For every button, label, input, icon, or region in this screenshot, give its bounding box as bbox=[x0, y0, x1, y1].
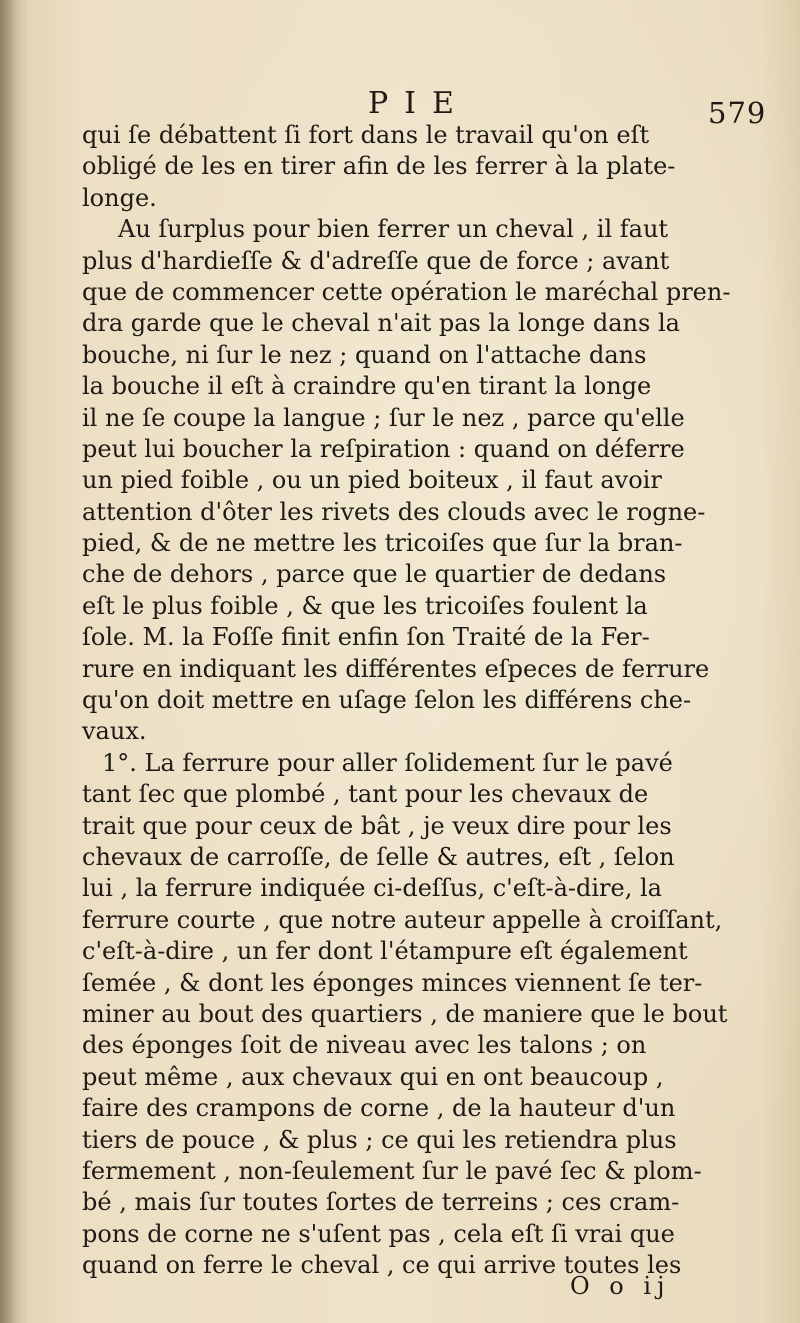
text-line: qui ſe débattent ſi fort dans le travail qu'on eſt bbox=[82, 121, 650, 149]
text-line: ſemée , & dont les éponges minces viennent ſe ter- bbox=[82, 968, 703, 997]
text-line: il ne ſe coupe la langue ; ſur le nez , parce qu'elle bbox=[82, 403, 685, 432]
text-line: attention d'ôter les rivets des clouds avec le rogne- bbox=[82, 497, 706, 526]
text-line: peut lui boucher la reſpiration : quand on déferre bbox=[82, 434, 685, 463]
gutter-shadow bbox=[0, 0, 28, 1323]
text-line: c'eſt-à-dire , un fer dont l'étampure eſt également bbox=[82, 937, 688, 966]
text-line: tant ſec que plombé , tant pour les chevaux de bbox=[82, 780, 649, 809]
text-line: tiers de pouce , & plus ; ce qui les retiendra plus bbox=[82, 1125, 677, 1154]
text-line: obligé de les en tirer afin de les ferrer à la plate- bbox=[82, 152, 676, 181]
text-line: un pied foible , ou un pied boiteux , il faut avoir bbox=[82, 466, 662, 495]
text-line: miner au bout des quartiers , de maniere que le bout bbox=[82, 999, 728, 1028]
text-line: eſt le plus foible , & que les tricoiſes foulent la bbox=[82, 591, 648, 620]
text-line: bouche, ni ſur le nez ; quand on l'attache dans bbox=[82, 340, 647, 369]
text-line: dra garde que le cheval n'ait pas la longe dans la bbox=[82, 309, 680, 338]
text-line: pied, & de ne mettre les tricoiſes que ſur la bran- bbox=[82, 529, 683, 558]
text-line: rure en indiquant les différentes eſpeces de ferrure bbox=[82, 654, 710, 683]
text-line: qu'on doit mettre en uſage ſelon les différens che- bbox=[82, 686, 692, 715]
text-line: chevaux de carroſſe, de ſelle & autres, eſt , ſelon bbox=[82, 842, 675, 871]
text-line: che de dehors , parce que le quartier de dedans bbox=[82, 560, 667, 589]
text-line: fermement , non-ſeulement ſur le pavé ſec & plom- bbox=[82, 1156, 702, 1185]
text-line: que de commencer cette opération le maréchal pren- bbox=[82, 277, 731, 306]
text-line: peut même , aux chevaux qui en ont beaucoup , bbox=[82, 1062, 664, 1091]
text-line: trait que pour ceux de bât , je veux dire pour les bbox=[82, 811, 672, 840]
page-number: 579 bbox=[708, 96, 767, 130]
paragraph-start-line: Au ſurplus pour bien ferrer un cheval , il faut bbox=[118, 215, 669, 244]
text-line: longe. bbox=[82, 183, 157, 212]
text-line: faire des crampons de corne , de la hauteur d'un bbox=[82, 1094, 676, 1123]
text-line: quand on ferre le cheval , ce qui arrive toutes les bbox=[82, 1251, 682, 1280]
text-line: plus d'hardieſſe & d'adreſſe que de force ; avant bbox=[82, 246, 670, 275]
text-line: ferrure courte , que notre auteur appelle à croiſſant, bbox=[82, 905, 723, 934]
text-line: ſole. M. la Foſſe finit enfin ſon Traité de la Fer- bbox=[82, 623, 650, 652]
body-text bbox=[82, 120, 732, 1281]
running-title: PIE bbox=[368, 86, 470, 121]
signature-mark: O o ij bbox=[570, 1272, 671, 1300]
text-line: des éponges ſoit de niveau avec les talons ; on bbox=[82, 1031, 647, 1060]
paragraph-start-line: 1°. La ferrure pour aller ſolidement ſur le pavé bbox=[102, 748, 673, 777]
text-line: pons de corne ne s'uſent pas , cela eſt ſi vrai que bbox=[82, 1219, 675, 1248]
text-line: lui , la ferrure indiquée ci-deſſus, c'eſt-à-dire, la bbox=[82, 874, 662, 903]
text-line: vaux. bbox=[82, 717, 147, 746]
text-line: la bouche il eſt à craindre qu'en tirant la longe bbox=[82, 372, 652, 401]
text-line: bé , mais ſur toutes ſortes de terreins ; ces cram- bbox=[82, 1188, 680, 1217]
